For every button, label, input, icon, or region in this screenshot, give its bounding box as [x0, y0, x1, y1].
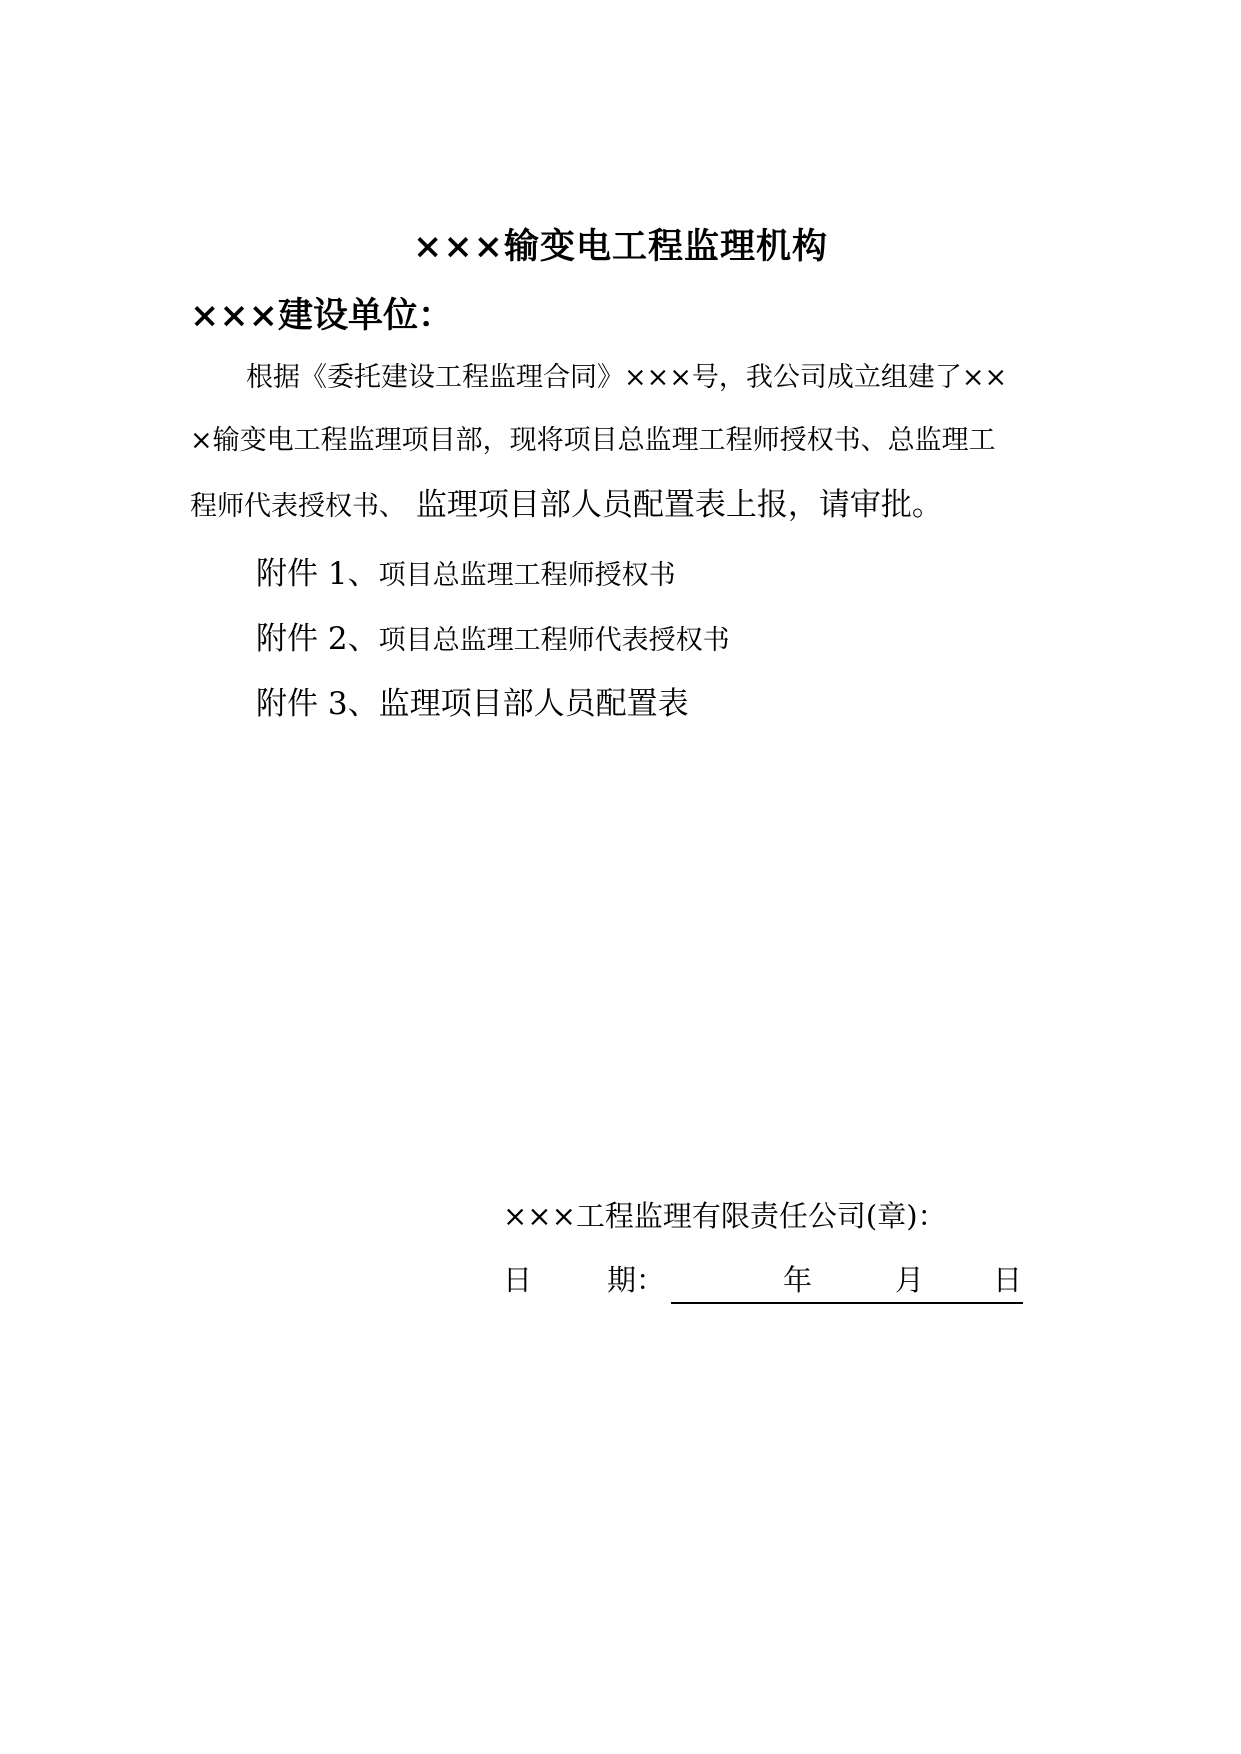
document-title: ×××输变电工程监理机构 — [413, 226, 828, 267]
date-year-label: 年 — [783, 1263, 813, 1297]
attachment-prefix: 附件 3、 — [256, 686, 379, 722]
paragraph-line-3-start: 程师代表授权书、 — [190, 491, 406, 522]
attachment-item-3 — [256, 682, 689, 731]
paragraph-line-3 — [190, 483, 943, 529]
attachment-prefix: 附件 2、 — [256, 621, 379, 657]
attachment-prefix: 附件 1、 — [256, 556, 379, 592]
date-underline — [671, 1258, 1023, 1304]
date-label-char-1: 日 — [503, 1263, 533, 1297]
date-month-label: 月 — [895, 1263, 925, 1297]
attachment-item-2 — [256, 617, 730, 666]
date-day-label: 日 — [993, 1263, 1023, 1297]
attachment-text: 监理项目部人员配置表 — [378, 686, 689, 722]
company-signature: ×××工程监理有限责任公司(章)： — [503, 1199, 947, 1233]
paragraph-line-3-end: 监理项目部人员配置表上报，请审批。 — [406, 487, 943, 523]
paragraph-line-2: ×输变电工程监理项目部，现将项目总监理工程师授权书、总监理工 — [190, 425, 996, 456]
recipient-line: ×××建设单位： — [190, 295, 453, 336]
attachment-item-1 — [256, 552, 676, 601]
attachment-text: 项目总监理工程师代表授权书 — [378, 625, 730, 656]
date-label-char-2: 期： — [607, 1263, 666, 1297]
paragraph-line-1: 根据《委托建设工程监理合同》×××号，我公司成立组建了×× — [246, 362, 1008, 393]
date-row — [503, 1258, 1043, 1308]
attachment-text: 项目总监理工程师授权书 — [378, 560, 676, 591]
